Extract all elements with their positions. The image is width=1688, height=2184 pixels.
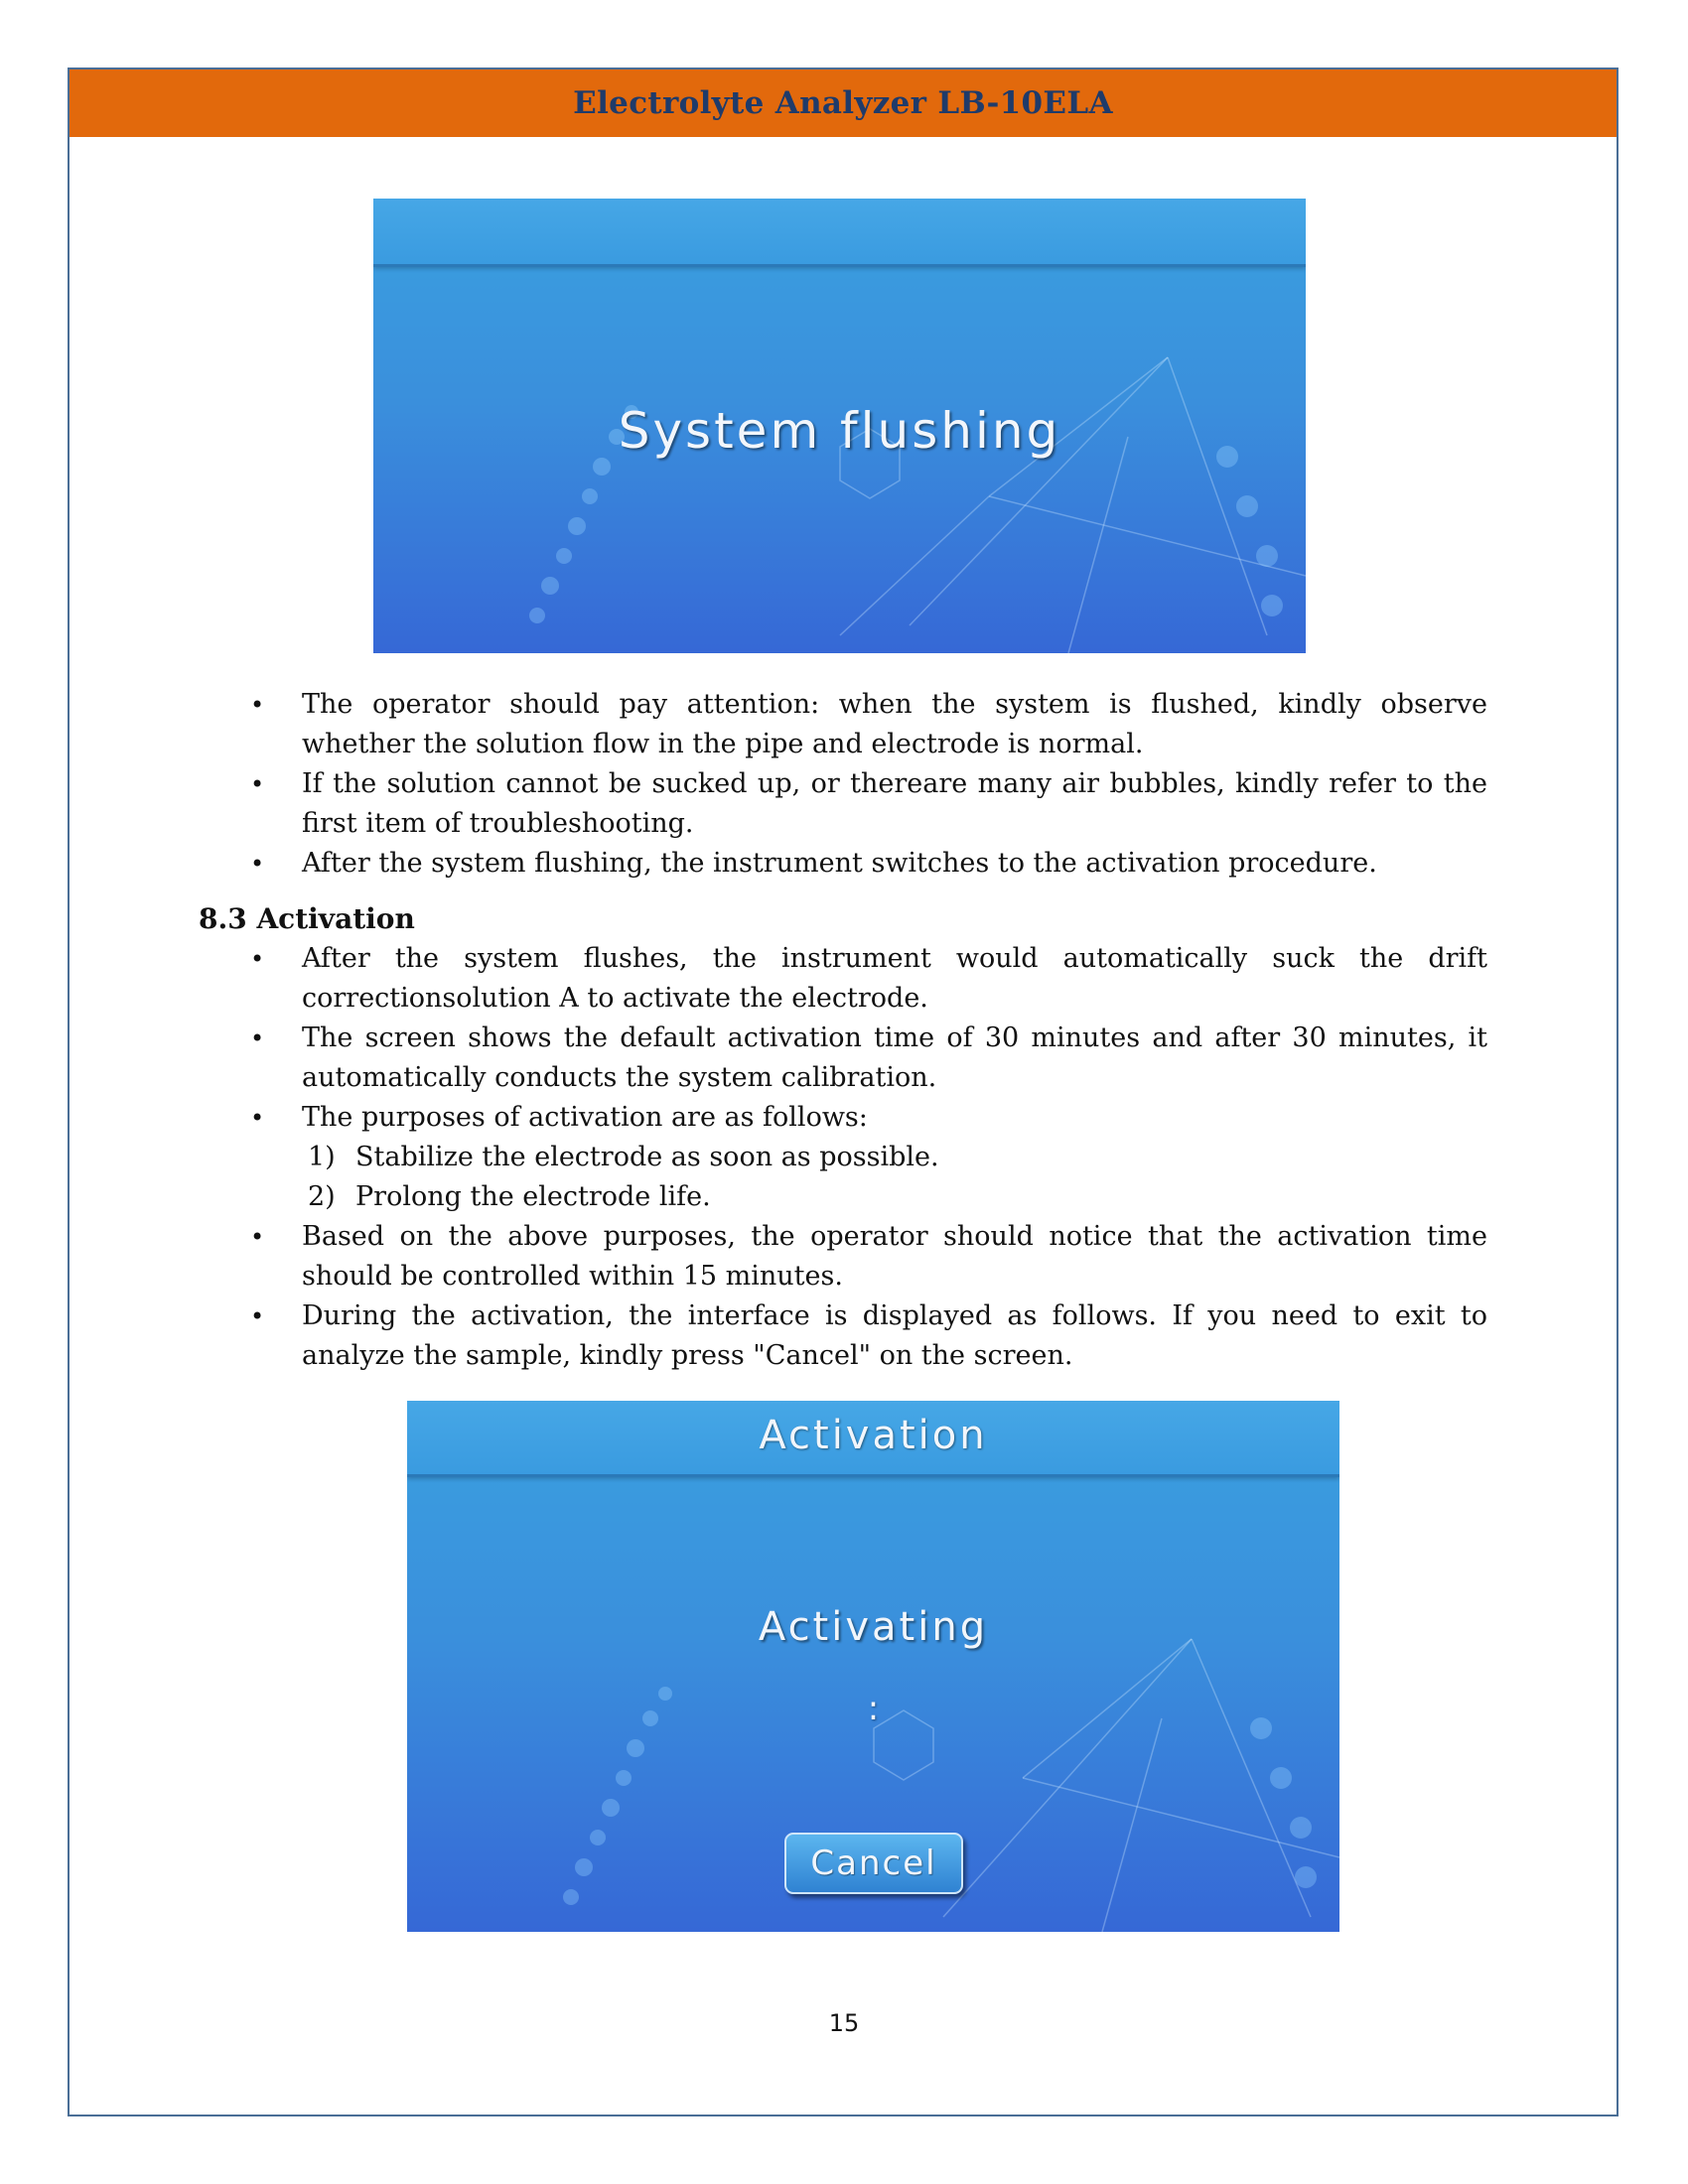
purposes-list [199,1138,1487,1217]
cancel-button[interactable]: Cancel [784,1833,963,1894]
list-item: • During the activation, the interface is displayed as follows. If you need to exit to analyze the sample, kindly press "Cancel" on the screen. [199,1297,1487,1376]
bullet-icon: • [250,850,265,878]
system-flushing-title: System flushing [618,402,1061,460]
flushing-bullet-list [199,685,1487,884]
system-flushing-screenshot [373,199,1306,653]
section-heading-wrapper [199,899,415,939]
list-item: • Based on the above purposes, the operator should notice that the activation time should be controlled within 15 minutes. [199,1217,1487,1297]
flushing-notes [199,685,1487,884]
document-header [70,69,1617,137]
list-item: 1) Stabilize the electrode as soon as possible. [308,1142,939,1172]
bullet-icon: • [250,691,265,719]
activation-bullet-list [199,939,1487,1138]
section-heading: 8.3 Activation [199,902,415,935]
list-item: • After the system flushing, the instrument switches to the activation procedure. [199,844,1487,884]
screen-top-bar [373,199,1306,267]
bullet-icon: • [250,1104,265,1132]
list-item: • The operator should pay attention: when the system is flushed, kindly observe whether the solution flow in the pipe and electrode is normal. [199,685,1487,764]
list-item: • The screen shows the default activation time of 30 minutes and after 30 minutes, it automatically conducts the system calibration. [199,1019,1487,1098]
document-title: Electrolyte Analyzer LB-10ELA [573,85,1113,121]
activation-screenshot [407,1401,1339,1932]
activating-status: Activating [758,1604,989,1650]
list-item: • After the system flushes, the instrument would automatically suck the drift correctionsolution A to activate the electrode. [199,939,1487,1019]
activation-timer: : [867,1689,880,1728]
activation-notes [199,939,1487,1376]
list-item: • The purposes of activation are as follows: [199,1098,1487,1138]
activation-bullet-list-continued [199,1217,1487,1376]
list-item: • If the solution cannot be sucked up, or thereare many air bubbles, kindly refer to the first item of troubleshooting. [199,764,1487,844]
bullet-icon: • [250,1302,265,1330]
bullet-icon: • [250,1024,265,1052]
bullet-icon: • [250,1223,265,1251]
screen-top-bar [407,1401,1339,1477]
activation-screen-title: Activation [759,1413,988,1458]
bullet-icon: • [250,770,265,798]
bullet-icon: • [250,945,265,973]
page-number: 15 [828,2009,860,2037]
list-item: 2) Prolong the electrode life. [308,1181,711,1212]
